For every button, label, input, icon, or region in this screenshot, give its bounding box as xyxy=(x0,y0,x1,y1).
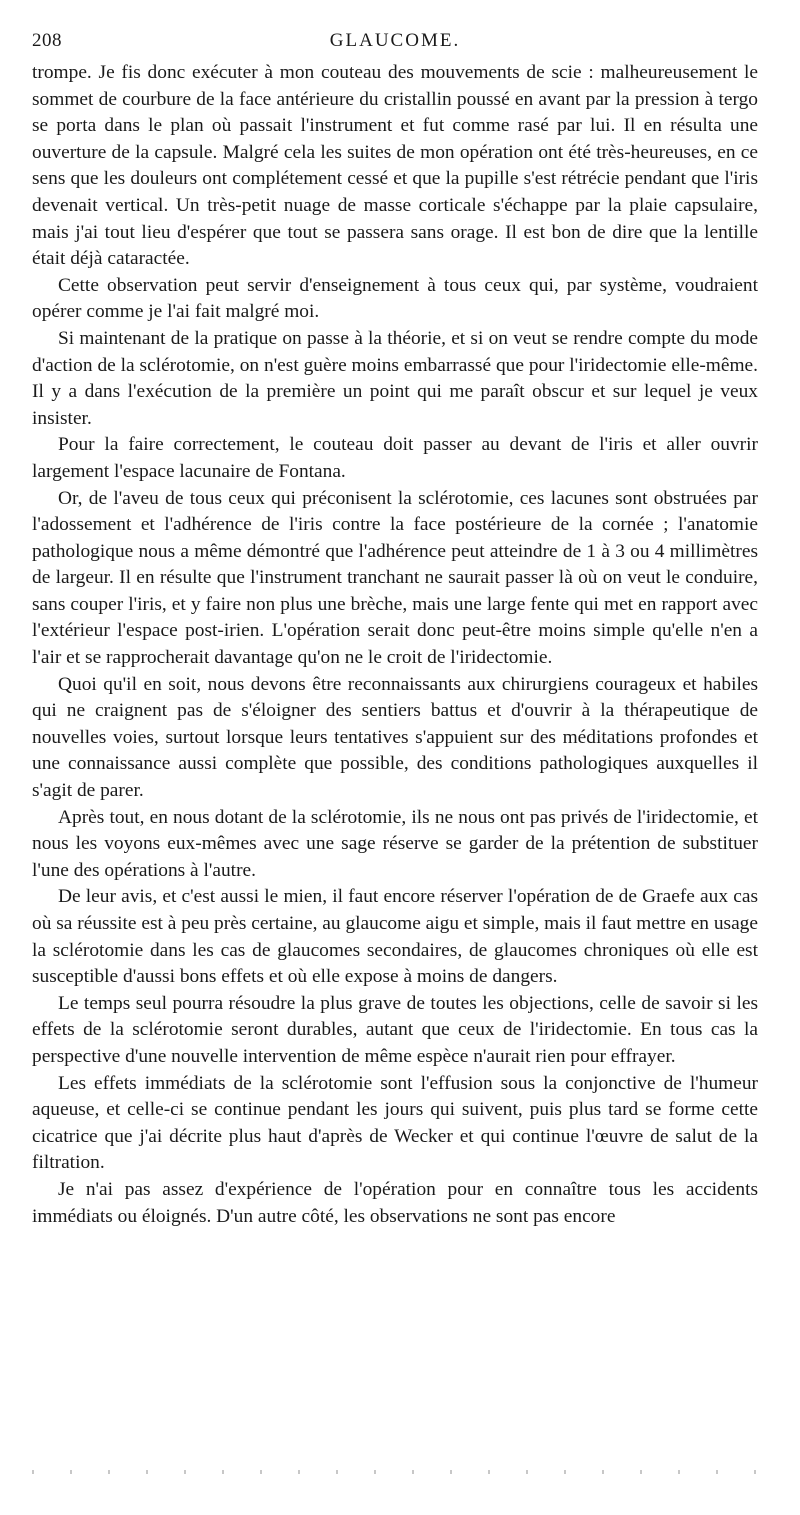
paragraph-3: Si maintenant de la pratique on passe à la théorie, et si on veut se rendre compte du mode d'action de la sclérotomie, on n'est guère moins embarrassé que pour l'iridectomie elle-même. Il y a dans l'exécution de la première un point qui me paraît obscur et sur lequel je veux insister. xyxy=(32,327,758,429)
body-text xyxy=(32,60,758,1230)
book-page xyxy=(32,30,758,1230)
scan-artifact-dots xyxy=(32,1470,758,1474)
running-header xyxy=(32,30,758,58)
paragraph-9: Le temps seul pourra résoudre la plus grave de toutes les objections, celle de savoir si les effets de la sclérotomie seront durables, autant que ceux de l'iridectomie. En tous cas la perspective d'une nouvelle intervention de même espèce n'aurait rien pour effrayer. xyxy=(32,992,758,1067)
page-number: 208 xyxy=(32,30,62,51)
paragraph-5: Or, de l'aveu de tous ceux qui préconisent la sclérotomie, ces lacunes sont obstruées par l'adossement et l'adhérence de l'iris contre la face postérieure de la cornée ; l'anatomie pathologique nous a même démontré que l'adhérence peut atteindre de 1 à 3 ou 4 millimètres de largeur. Il en résulte que l'instrument tranchant ne saurait passer là où on veut le conduire, sans couper l'iris, et y faire non plus une brèche, mais une large fente qui met en rapport avec l'extérieur l'espace post-irien. L'opération serait donc peut-être moins simple qu'elle n'en a l'air et se rapprocherait davantage qu'on ne le croit de l'iridectomie. xyxy=(32,487,758,669)
paragraph-2: Cette observation peut servir d'enseignement à tous ceux qui, par système, voudraient opérer comme je l'ai fait malgré moi. xyxy=(32,274,758,323)
paragraph-7: Après tout, en nous dotant de la sclérotomie, ils ne nous ont pas privés de l'iridectomie, et nous les voyons eux-mêmes avec une sage réserve se garder de la prétention de substituer l'une des opérations à l'autre. xyxy=(32,806,758,881)
paragraph-4: Pour la faire correctement, le couteau doit passer au devant de l'iris et aller ouvrir largement l'espace lacunaire de Fontana. xyxy=(32,434,758,482)
paragraph-6: Quoi qu'il en soit, nous devons être reconnaissants aux chirurgiens courageux et habiles qui ne craignent pas de s'éloigner des sentiers battus et d'ouvrir à la thérapeutique de nouvelles voies, surtout lorsque leurs tentatives s'appuient sur des méditations profondes et une connaissance aussi complète que possible, des conditions pathologiques auxquelles il s'agit de parer. xyxy=(32,673,758,802)
paragraph-1: trompe. Je fis donc exécuter à mon couteau des mouvements de scie : malheureusement le sommet de courbure de la face antérieure du cristallin poussé en avant par la pression à tergo se porta dans le plan où passait l'instrument et fut comme rasé par lui. Il en résulta une ouverture de la capsule. Malgré cela les suites de mon opération ont été très-heureuses, en ce sens que les douleurs ont complétement cessé et que la pupille s'est rétrécie pendant que l'iris devenait vertical. Un très-petit nuage de masse corticale s'échappe par la plaie capsulaire, mais j'ai tout lieu d'espérer que tout se passera sans orage. Il est bon de dire que la lentille était déjà cataractée. xyxy=(32,62,758,270)
paragraph-10: Les effets immédiats de la sclérotomie sont l'effusion sous la conjonctive de l'humeur aqueuse, et celle-ci se continue pendant les jours qui suivent, puis plus tard se forme cette cicatrice que j'ai décrite plus haut d'après de Wecker et qui continue l'œuvre de salut de la filtration. xyxy=(32,1072,758,1174)
paragraph-8: De leur avis, et c'est aussi le mien, il faut encore réserver l'opération de de Graefe aux cas où sa réussite est à peu près certaine, au glaucome aigu et simple, mais il faut mettre en usage la sclérotomie dans les cas de glaucomes secondaires, de glaucomes chroniques où elle est susceptible d'aussi bons effets et où elle expose à moins de dangers. xyxy=(32,886,758,988)
running-title: GLAUCOME. xyxy=(329,30,461,51)
paragraph-11: Je n'ai pas assez d'expérience de l'opération pour en connaître tous les accidents immédiats ou éloignés. D'un autre côté, les observations ne sont pas encore xyxy=(32,1178,758,1227)
